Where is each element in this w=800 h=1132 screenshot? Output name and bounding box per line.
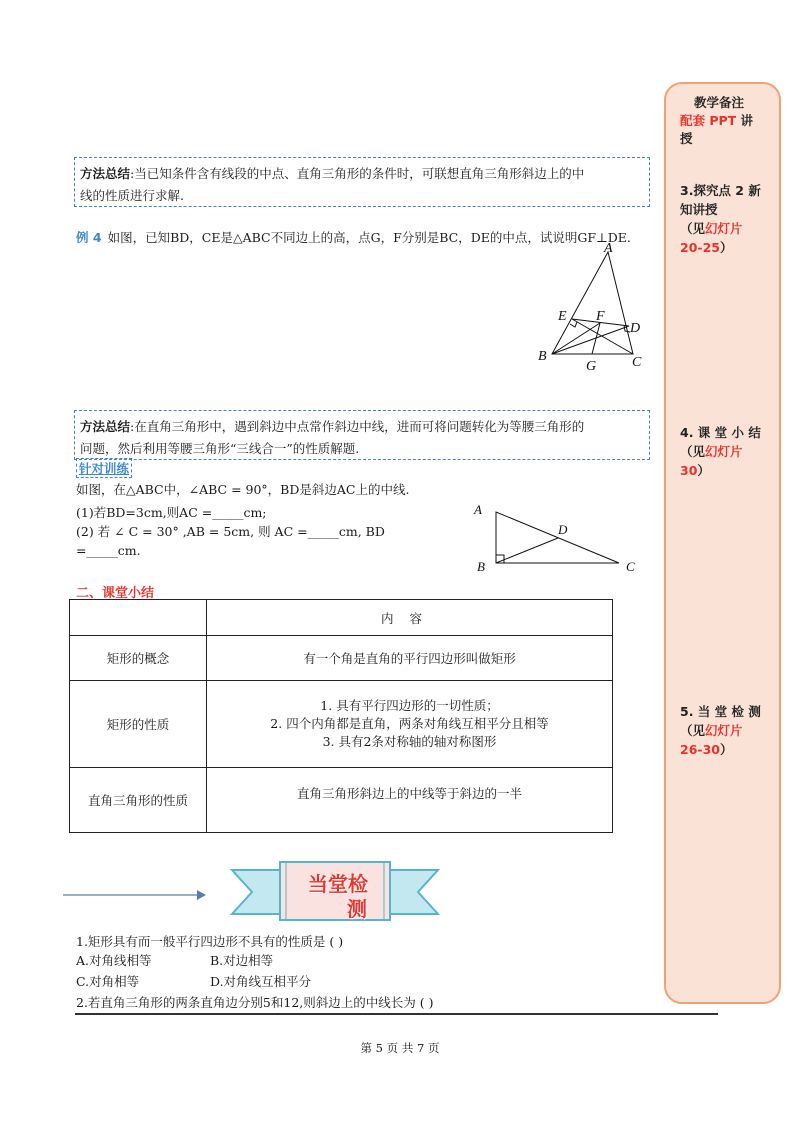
table-cell-name: 直角三角形的性质 bbox=[70, 768, 207, 833]
fig-label-A: A bbox=[474, 502, 482, 517]
method-summary-box-1 bbox=[74, 157, 650, 207]
method-summary-box-2 bbox=[74, 410, 650, 460]
sidebar-s3-line1: 3.探究点 2 新 bbox=[680, 183, 761, 198]
sidebar-s3-line3: （见幻灯片 bbox=[680, 221, 743, 236]
sidebar-title: 教学备注 bbox=[694, 95, 745, 110]
banner-title-line1: 当堂检 bbox=[308, 872, 368, 896]
table-cell-content: 有一个角是直角的平行四边形叫做矩形 bbox=[207, 636, 613, 681]
example-4-figure bbox=[530, 242, 650, 377]
fig4-label-A: A bbox=[604, 242, 613, 256]
quiz-q2: 2.若直角三角形的两条直角边分别5和12,则斜边上的中线长为 ( ) bbox=[76, 995, 434, 1010]
fig4-label-B: B bbox=[538, 349, 547, 364]
quiz-q1-option-c: C.对角相等 bbox=[76, 974, 140, 989]
practice-label: 针对训练 bbox=[76, 458, 132, 478]
table-header-row bbox=[70, 600, 613, 636]
table-cell-content bbox=[207, 681, 613, 768]
table-row bbox=[70, 636, 613, 681]
method-summary-1-line1: 方法总结:当已知条件含有线段的中点、直角三角形的条件时，可联想直角三角形斜边上的中 bbox=[80, 166, 585, 181]
sidebar-ppt-line2: 授 bbox=[680, 131, 693, 146]
property-item: 3. 具有2条对称轴的轴对称图形 bbox=[322, 734, 497, 749]
banner-title-line2: 测 bbox=[347, 897, 367, 921]
table-row bbox=[70, 681, 613, 768]
quiz-q1-option-a: A.对角线相等 bbox=[76, 953, 152, 968]
summary-table bbox=[69, 599, 613, 833]
table-row bbox=[70, 768, 613, 833]
teaching-notes-sidebar bbox=[664, 82, 781, 1004]
method-summary-label: 方法总结 bbox=[80, 419, 131, 434]
page-number: 第 5 页 共 7 页 bbox=[360, 1041, 440, 1055]
fig4-label-F: F bbox=[596, 309, 605, 324]
fig4-label-D: D bbox=[630, 321, 641, 336]
fig-label-B: B bbox=[477, 559, 485, 574]
sidebar-s4-line2: （见幻灯片 bbox=[680, 444, 743, 459]
section-title: 二、课堂小结 bbox=[76, 586, 155, 601]
sidebar-s3-line4: 20-25） bbox=[680, 240, 733, 255]
property-item: 1. 具有平行四边形的一切性质； bbox=[320, 698, 499, 713]
method-summary-label: 方法总结 bbox=[80, 166, 131, 181]
practice-q2-line1: (2) 若 ∠ C = 30° ,AB = 5cm, 则 AC =_____cm, BD bbox=[76, 524, 385, 539]
sidebar-s4-line1: 4. 课 堂 小 结 bbox=[680, 425, 761, 440]
method-summary-2-line1: 方法总结:在直角三角形中，遇到斜边中点常作斜边中线，进而可将问题转化为等腰三角形的 bbox=[80, 419, 585, 434]
quiz-q1-option-d: D.对角线互相平分 bbox=[210, 974, 312, 989]
fig4-label-E: E bbox=[558, 309, 567, 324]
method-summary-2-line2: 问题，然后利用等腰三角形“三线合一”的性质解题. bbox=[80, 441, 360, 456]
sidebar-ppt-line1: 配套 PPT 讲 bbox=[680, 113, 754, 128]
fig-label-C: C bbox=[626, 559, 635, 574]
table-cell-content: 直角三角形斜边上的中线等于斜边的一半 bbox=[207, 768, 613, 833]
arrow-icon bbox=[62, 888, 207, 902]
practice-q1: (1)若BD=3cm,则AC =_____cm; bbox=[76, 505, 267, 520]
practice-intro: 如图，在△ABC中，∠ABC = 90°，BD是斜边AC上的中线. bbox=[76, 482, 410, 497]
fig4-label-G: G bbox=[586, 359, 597, 374]
fig-label-D: D bbox=[558, 522, 568, 537]
example-text: 如图，已知BD，CE是△ABC不同边上的高，点G，F分别是BC，DE的中点，试说明GF⊥DE. bbox=[107, 230, 631, 245]
property-item: 2. 四个内角都是直角，两条对角线互相平分且相等 bbox=[270, 716, 549, 731]
practice-q2-line2: =_____cm. bbox=[76, 543, 141, 558]
sidebar-s5-line1: 5. 当 堂 检 测 bbox=[680, 704, 761, 719]
table-cell-name: 矩形的概念 bbox=[70, 636, 207, 681]
quiz-q1: 1.矩形具有而一般平行四边形不具有的性质是 ( ) bbox=[76, 934, 344, 949]
sidebar-s5-line3: 26-30） bbox=[680, 742, 733, 757]
table-header-content: 内容 bbox=[207, 600, 613, 636]
practice-figure bbox=[470, 500, 640, 575]
example-label: 例 4 bbox=[76, 230, 102, 245]
practice-label-row bbox=[76, 458, 132, 478]
footer-divider bbox=[75, 1013, 718, 1015]
method-summary-1-line2: 线的性质进行求解. bbox=[80, 188, 184, 203]
fig4-label-C: C bbox=[632, 355, 642, 370]
table-cell-name: 矩形的性质 bbox=[70, 681, 207, 768]
sidebar-s3-line2: 知讲授 bbox=[680, 202, 718, 217]
sidebar-s5-line2: （见幻灯片 bbox=[680, 723, 743, 738]
table-header-empty bbox=[70, 600, 207, 636]
sidebar-s4-line3: 30） bbox=[680, 463, 710, 478]
quiz-q1-option-b: B.对边相等 bbox=[210, 953, 274, 968]
